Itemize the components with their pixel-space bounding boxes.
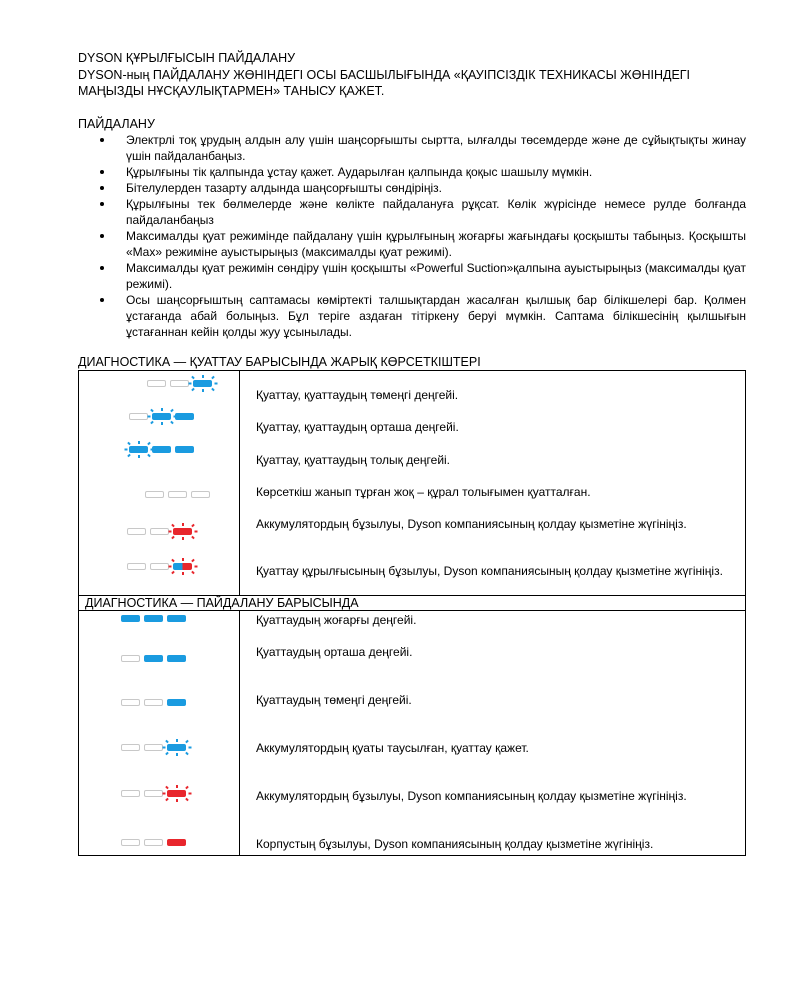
flash-ray-icon — [191, 536, 195, 540]
usage-item: Максималды қуат режимін сөндіру үшін қосқышты «Powerful Suction»қалпына ауыстырыңыз (максималды қуат режимі). — [100, 260, 746, 292]
usage-row-text: Корпустың бұзылуы, Dyson компаниясының қолдау қызметіне жүгініңіз. — [256, 837, 654, 851]
intro-text: DYSON-ның ПАЙДАЛАНУ ЖӨНІНДЕГІ ОСЫ БАСШЫЛЫҒЫНДА «ҚАУІПСІЗДІК ТЕХНИКАСЫ ЖӨНІНДЕГІ МАҢЫЗДЫ НҰСҚАУЛЫҚТАРМЕН» ТАНЫСУ ҚАЖЕТ. — [78, 68, 691, 98]
flash-ray-icon — [189, 383, 192, 385]
led-indicator-icon — [121, 651, 191, 665]
flash-ray-icon — [211, 388, 215, 392]
flash-ray-icon — [176, 799, 178, 802]
led-segment — [127, 528, 146, 535]
flash-ray-icon — [176, 753, 178, 756]
led-segment — [144, 615, 163, 622]
flash-ray-icon — [215, 383, 218, 385]
flash-ray-icon — [170, 409, 174, 413]
led-indicator-icon — [121, 835, 191, 849]
flash-ray-icon — [189, 747, 192, 749]
page-title: DYSON ҚҰРЫЛҒЫСЫН ПАЙДАЛАНУ — [78, 51, 296, 65]
flash-ray-icon — [191, 524, 195, 528]
led-segment — [167, 839, 186, 846]
usage-list — [78, 132, 746, 340]
bullet-icon — [100, 138, 104, 142]
led-indicator-icon — [129, 442, 199, 456]
usage-item: Құрылғыны тек бөлмелерде және көлікте пайдалануға рұқсат. Көлік жүрісінде немесе рулде болғанда пайдаланбаңыз — [100, 196, 746, 228]
diagnostics-table — [78, 370, 746, 856]
led-segment — [121, 790, 140, 797]
flash-ray-icon — [185, 786, 189, 790]
flash-ray-icon — [182, 558, 184, 561]
flash-ray-icon — [138, 455, 140, 458]
led-segment — [193, 380, 212, 387]
led-segment — [121, 655, 140, 662]
flash-ray-icon — [185, 752, 189, 756]
flash-ray-icon — [161, 408, 163, 411]
led-segment — [121, 615, 140, 622]
flash-ray-icon — [171, 559, 175, 563]
flash-ray-icon — [189, 793, 192, 795]
led-segment — [144, 744, 163, 751]
led-indicator-icon — [127, 559, 197, 573]
flash-ray-icon — [163, 793, 166, 795]
flash-ray-icon — [165, 752, 169, 756]
flash-ray-icon — [191, 376, 195, 380]
flash-ray-icon — [165, 740, 169, 744]
led-segment — [175, 446, 194, 453]
usage-row-text: Қуаттаудың орташа деңгейі. — [256, 645, 413, 659]
led-segment — [152, 413, 171, 420]
flash-ray-icon — [182, 537, 184, 540]
led-segment — [127, 563, 146, 570]
usage-desc-cell — [240, 611, 746, 856]
led-segment — [173, 563, 192, 570]
usage-row-text: Қуаттаудың жоғарғы деңгейі. — [256, 613, 417, 627]
flash-ray-icon — [176, 785, 178, 788]
flash-ray-icon — [211, 376, 215, 380]
led-indicator-icon — [121, 695, 191, 709]
charging-diagnostics-heading: ДИАГНОСТИКА — ҚУАТТАУ БАРЫСЫНДА ЖАРЫҚ КӨРСЕТКІШТЕРІ — [78, 355, 481, 369]
flash-ray-icon — [150, 421, 154, 425]
led-indicator-icon — [129, 409, 199, 423]
usage-heading: ПАЙДАЛАНУ — [78, 117, 155, 131]
led-segment — [173, 528, 192, 535]
flash-ray-icon — [169, 531, 172, 533]
usage-icons-cell — [79, 611, 240, 856]
usage-row-block — [79, 611, 746, 856]
flash-ray-icon — [195, 566, 198, 568]
charging-row-text: Қуаттау, қуаттаудың толық деңгейі. — [256, 453, 451, 467]
led-segment — [167, 744, 186, 751]
flash-ray-icon — [185, 798, 189, 802]
led-segment — [191, 491, 210, 498]
bullet-icon — [100, 234, 104, 238]
flash-ray-icon — [195, 531, 198, 533]
led-segment — [144, 790, 163, 797]
led-segment — [147, 380, 166, 387]
flash-ray-icon — [138, 441, 140, 444]
charging-icons-cell — [79, 371, 240, 596]
led-segment — [167, 699, 186, 706]
flash-ray-icon — [170, 421, 174, 425]
bullet-icon — [100, 170, 104, 174]
usage-item: Максималды қуат режимінде пайдалану үшін құрылғының жоғарғы жағындағы қосқышты табыңыз. Қосқышты «Max» режиміне ауыстырыңыз (максималды қуат режимі). — [100, 228, 746, 260]
led-segment — [144, 839, 163, 846]
flash-ray-icon — [191, 559, 195, 563]
flash-ray-icon — [202, 375, 204, 378]
usage-item: Құрылғыны тік қалпында ұстау қажет. Аударылған қалпында қоқыс шашылу мүмкін. — [100, 164, 746, 180]
flash-ray-icon — [191, 388, 195, 392]
led-segment — [170, 380, 189, 387]
flash-ray-icon — [191, 571, 195, 575]
usage-row-text: Қуаттаудың төмеңгі деңгейі. — [256, 693, 412, 707]
led-segment — [129, 413, 148, 420]
led-segment — [145, 491, 164, 498]
led-indicator-icon — [121, 786, 191, 800]
flash-ray-icon — [171, 536, 175, 540]
led-indicator-icon — [145, 487, 215, 501]
led-segment — [129, 446, 148, 453]
led-segment — [168, 491, 187, 498]
led-segment — [167, 615, 186, 622]
flash-ray-icon — [125, 449, 128, 451]
led-segment — [175, 413, 194, 420]
charging-row-text: Қуаттау құрылғысының бұзылуы, Dyson компаниясының қолдау қызметіне жүгініңіз. — [256, 564, 723, 578]
bullet-icon — [100, 298, 104, 302]
led-segment — [144, 699, 163, 706]
bullet-icon — [100, 186, 104, 190]
flash-ray-icon — [171, 524, 175, 528]
usage-item: Электрлі тоқ ұрудың алдын алу үшін шаңсорғышты сыртта, ылғалды төсемдерде және де сұйықтықты жинау үшін пайдаланбаңыз. — [100, 132, 746, 164]
usage-diagnostics-heading-row — [79, 596, 746, 611]
flash-ray-icon — [127, 442, 131, 446]
bullet-icon — [100, 266, 104, 270]
bullet-icon — [100, 202, 104, 206]
led-indicator-icon — [127, 524, 197, 538]
led-indicator-icon — [147, 376, 217, 390]
charging-row-text: Қуаттау, қуаттаудың орташа деңгейі. — [256, 420, 459, 434]
led-segment — [167, 655, 186, 662]
led-segment — [144, 655, 163, 662]
usage-row-text: Аккумулятордың бұзылуы, Dyson компаниясының қолдау қызметіне жүгініңіз. — [256, 789, 687, 803]
charging-row-text: Аккумулятордың бұзылуы, Dyson компаниясының қолдау қызметіне жүгініңіз. — [256, 517, 687, 531]
flash-ray-icon — [127, 454, 131, 458]
led-segment — [150, 563, 169, 570]
flash-ray-icon — [165, 786, 169, 790]
flash-ray-icon — [182, 523, 184, 526]
usage-diagnostics-heading: ДИАГНОСТИКА — ПАЙДАЛАНУ БАРЫСЫНДА — [79, 596, 746, 611]
flash-ray-icon — [147, 454, 151, 458]
led-segment — [150, 528, 169, 535]
flash-ray-icon — [176, 739, 178, 742]
flash-ray-icon — [150, 409, 154, 413]
led-segment — [121, 839, 140, 846]
charging-row-text: Қуаттау, қуаттаудың төмеңгі деңгейі. — [256, 388, 459, 402]
usage-row-text: Аккумулятордың қуаты таусылған, қуаттау қажет. — [256, 741, 529, 755]
flash-ray-icon — [165, 798, 169, 802]
led-segment — [121, 699, 140, 706]
led-segment — [167, 790, 186, 797]
flash-ray-icon — [185, 740, 189, 744]
flash-ray-icon — [169, 566, 172, 568]
charging-row-block — [79, 371, 746, 596]
flash-ray-icon — [161, 422, 163, 425]
led-indicator-icon — [121, 740, 191, 754]
led-segment — [121, 744, 140, 751]
flash-ray-icon — [163, 747, 166, 749]
charging-desc-cell — [240, 371, 746, 596]
flash-ray-icon — [182, 572, 184, 575]
flash-ray-icon — [171, 571, 175, 575]
flash-ray-icon — [148, 416, 151, 418]
usage-item: Бітелулерден тазарту алдында шаңсорғышты сөндіріңіз. — [100, 180, 746, 196]
flash-ray-icon — [147, 442, 151, 446]
led-segment — [152, 446, 171, 453]
charging-row-text: Көрсеткіш жанып тұрған жоқ – құрал толығымен қуатталған. — [256, 485, 591, 499]
flash-ray-icon — [202, 389, 204, 392]
manual-page — [78, 50, 746, 856]
usage-item: Осы шаңсорғыштың саптамасы көміртекті талшықтардан жасалған қылшық бар білікшелері бар. Қолмен ұстағанда абай болыңыз. Бұл теріге аздаған тітіркену беруі мүмкін. Саптама білікшесінің қылшығын ұстағаннан кейін қолды жуу ұсынылады. — [100, 292, 746, 340]
led-indicator-icon — [121, 611, 191, 625]
